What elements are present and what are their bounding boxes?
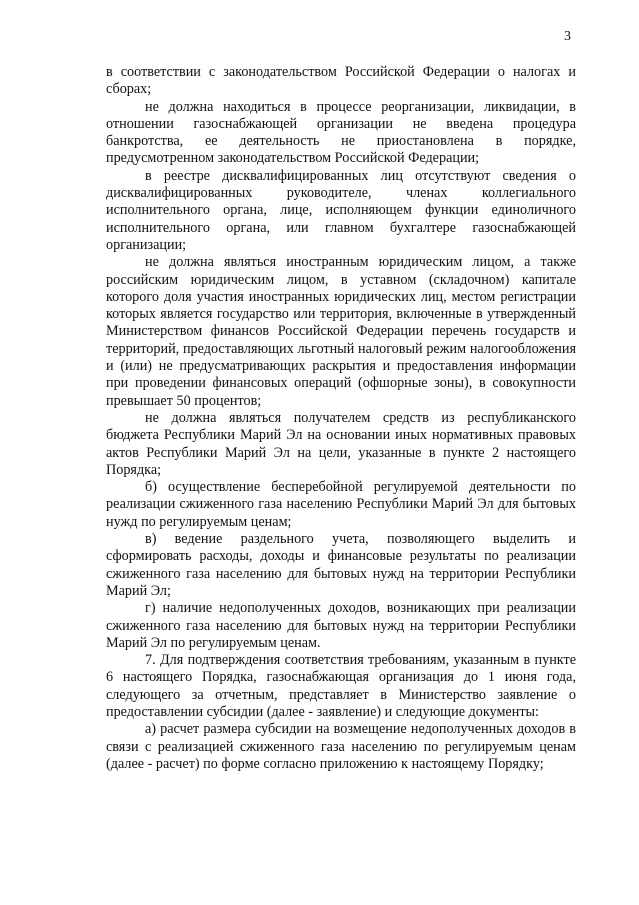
paragraph-item-g: г) наличие недополученных доходов, возникающих при реализации сжиженного газа населению для бытовых нужд на территории Республики Марий Эл по регулируемым ценам. <box>106 600 576 651</box>
paragraph-item-v: в) ведение раздельного учета, позволяющего выделить и сформировать расходы, доходы и финансовые результаты по реализации сжиженного газа населению для бытовых нужд на территории Республики Марий Эл; <box>106 531 576 599</box>
paragraph-foreign-entity: не должна являться иностранным юридическим лицом, а также российским юридическим лицом, в уставном (складочном) капитале которого доля участия иностранных юридических лиц, местом регистрации которых является государство или территория, включенные в утвержденный Министерством финансов Российской Федерации перечень государств и территорий, предоставляющих льготный налоговый режим налогообложения и (или) не предусматривающих раскрытия и предоставления информации при проведении финансовых операций (офшорные зоны), в совокупности превышает 50 процентов; <box>106 254 576 409</box>
paragraph-other-budget-funds: не должна являться получателем средств из республиканского бюджета Республики Марий Эл на основании иных нормативных правовых актов Республики Марий Эл на цели, указанные в пункте 2 настоящего Порядка; <box>106 409 576 478</box>
paragraph-item-b: б) осуществление бесперебойной регулируемой деятельности по реализации сжиженного газа населению Республики Марий Эл для бытовых нужд по регулируемым ценам; <box>106 479 576 530</box>
paragraph-item-a: а) расчет размера субсидии на возмещение недополученных доходов в связи с реализацией сжиженного газа населению по регулируемым ценам (далее - расчет) по форме согласно приложению к настоящему Порядку; <box>106 721 576 772</box>
paragraph-section-7: 7. Для подтверждения соответствия требованиям, указанным в пункте 6 настоящего Порядка, газоснабжающая организация до 1 июня года, следующего за отчетным, представляет в Министерство заявление о предоставлении субсидии (далее - заявление) и следующие документы: <box>106 652 576 720</box>
page-number: 3 <box>564 29 571 44</box>
paragraph-tax-compliance: в соответствии с законодательством Российской Федерации о налогах и сборах; <box>106 64 576 98</box>
document-body <box>106 64 576 773</box>
paragraph-no-reorganization: не должна находиться в процессе реорганизации, ликвидации, в отношении газоснабжающей организации не введена процедура банкротства, ее деятельность не приостановлена в порядке, предусмотренном законодательством Российской Федерации; <box>106 98 576 167</box>
paragraph-disqualified-registry: в реестре дисквалифицированных лиц отсутствуют сведения о дисквалифицированных руководителе, членах коллегиального исполнительного органа, лице, исполняющем функции единоличного исполнительного органа, или главном бухгалтере газоснабжающей организации; <box>106 167 576 253</box>
